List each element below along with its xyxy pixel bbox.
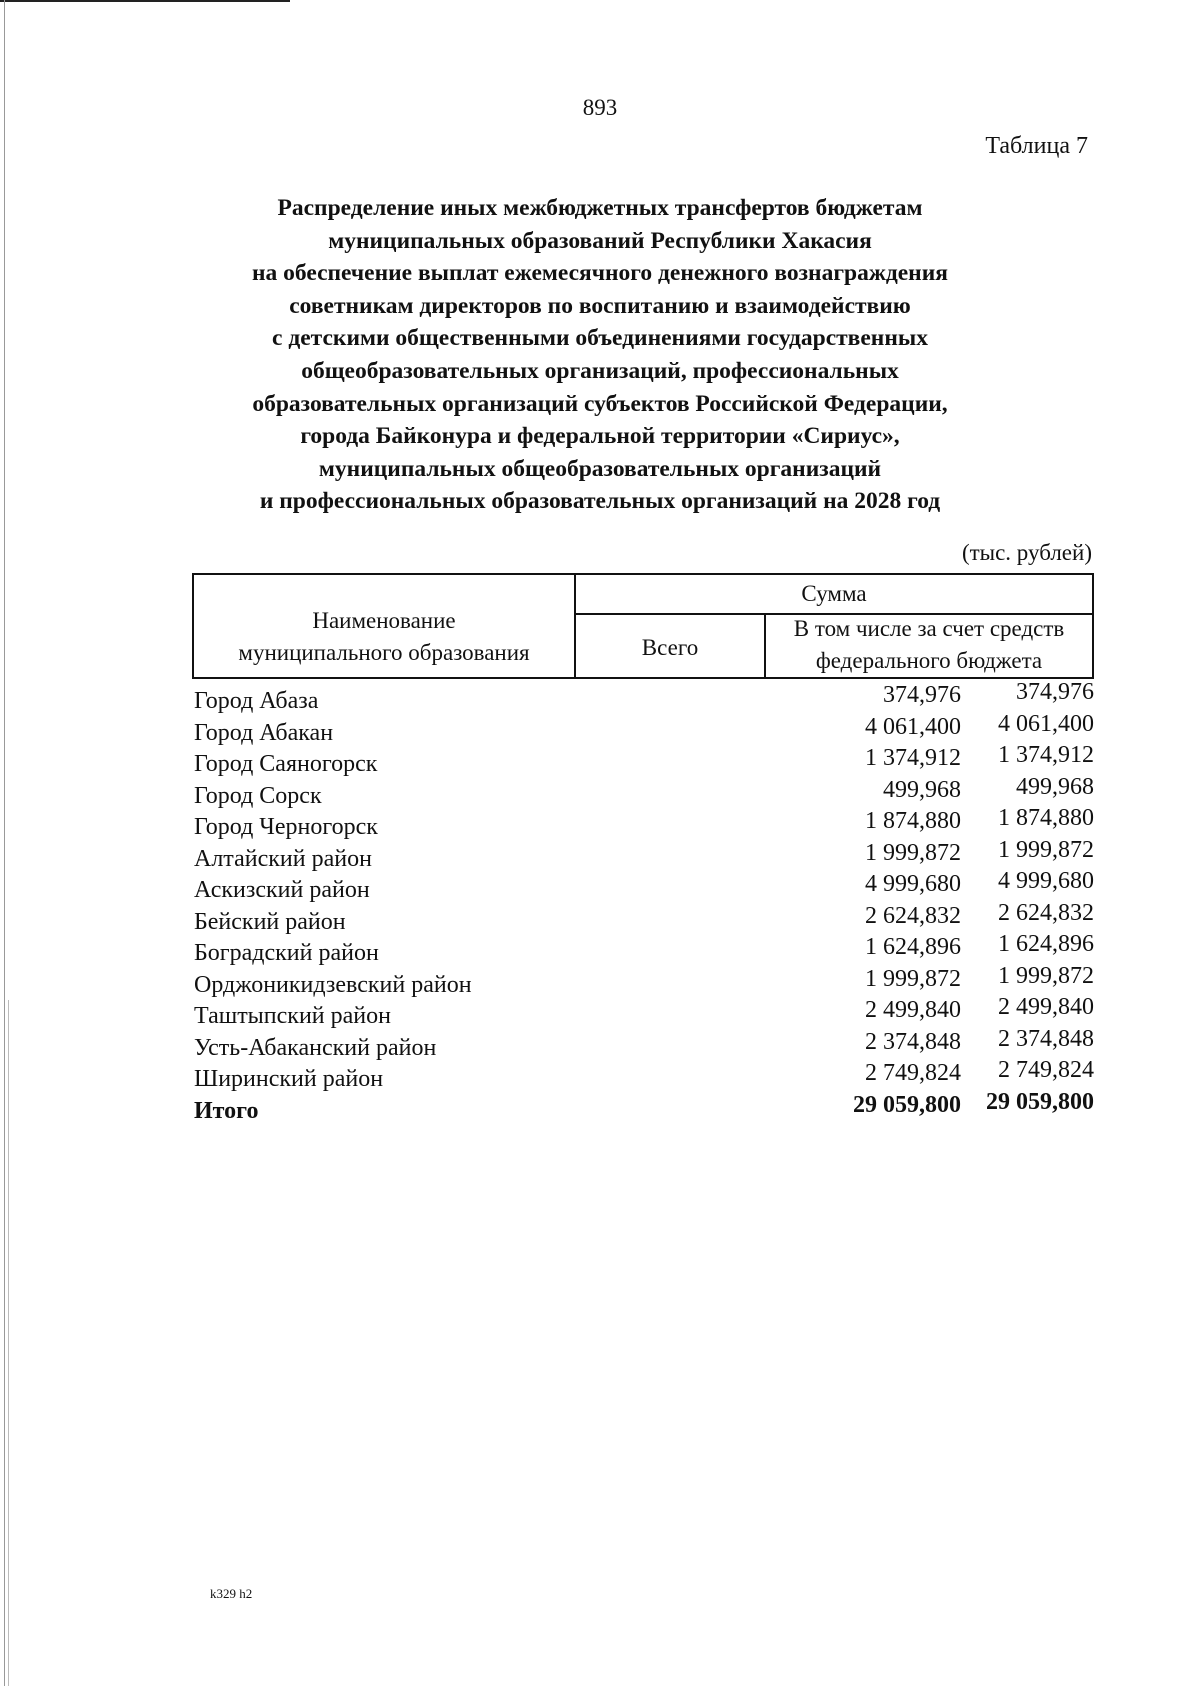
header-name-line1: Наименование — [312, 608, 456, 633]
table-body — [192, 679, 1094, 1124]
units-note: (тыс. рублей) — [961, 540, 1092, 565]
row-total: 2 624,832 — [865, 902, 961, 929]
row-name: Алтайский район — [194, 845, 372, 872]
header-federal — [766, 613, 1092, 677]
table-label: Таблица 7 — [985, 133, 1088, 159]
footer-code: k329 h2 — [210, 1586, 253, 1601]
header-name-line2: муниципального образования — [238, 640, 530, 665]
row-federal: 2 749,824 — [998, 1057, 1094, 1083]
row-total: 1 624,896 — [865, 934, 961, 960]
row-name: Ширинский район — [194, 1066, 384, 1092]
row-total: 4 061,400 — [865, 713, 961, 740]
title-line: муниципальных общеобразовательных организаций — [318, 455, 882, 482]
row-federal: 2 499,840 — [998, 994, 1094, 1020]
table-row — [192, 836, 1094, 872]
header-federal-line1: В том числе за счет средств — [793, 616, 1065, 641]
row-federal: 4 999,680 — [998, 868, 1094, 894]
table-row — [192, 1057, 1094, 1092]
title-line: советникам директоров по воспитанию и взаимодействию — [289, 292, 911, 319]
row-total: 2 499,840 — [865, 997, 961, 1023]
header-sum: Сумма — [801, 581, 867, 606]
scan-border-top — [0, 0, 290, 2]
title-line: на обеспечение выплат ежемесячного денежного вознаграждения — [252, 260, 948, 287]
row-name: Аскизский район — [194, 877, 370, 903]
row-name: Орджоникидзевский район — [194, 971, 472, 998]
table-row — [192, 994, 1094, 1029]
row-name: Город Черногорск — [194, 814, 378, 840]
row-total: 1 374,912 — [865, 745, 961, 771]
title-line: и профессиональных образовательных организаций на 2028 год — [259, 488, 941, 515]
grand-total-row — [192, 1088, 1094, 1124]
table-row — [192, 931, 1094, 966]
scan-border-left — [4, 0, 5, 1686]
page-number: 893 — [582, 95, 618, 120]
table-row — [192, 962, 1094, 998]
grand-total-value: 29 059,800 — [853, 1091, 961, 1118]
table-row — [192, 679, 1094, 714]
table-row — [192, 1025, 1094, 1061]
row-name: Бейский район — [194, 908, 346, 935]
row-name: Город Сорск — [194, 782, 322, 809]
row-total: 4 999,680 — [865, 871, 961, 897]
row-total: 2 749,824 — [865, 1060, 961, 1086]
row-federal: 1 874,880 — [998, 805, 1094, 831]
row-name: Город Абаза — [194, 688, 319, 714]
title-line: Распределение иных межбюджетных трансфертов бюджетам — [277, 195, 923, 221]
row-federal: 1 999,872 — [998, 836, 1094, 863]
table-row — [192, 868, 1094, 903]
row-total: 1 999,872 — [865, 965, 961, 992]
table-row — [192, 710, 1094, 746]
row-name: Город Саяногорск — [194, 751, 378, 777]
table-row — [192, 773, 1094, 809]
row-federal: 374,976 — [1016, 679, 1094, 705]
title-line: с детскими общественными объединениями государственных — [272, 325, 928, 352]
row-total: 374,976 — [883, 682, 961, 708]
row-name: Боградский район — [194, 940, 379, 966]
row-total: 2 374,848 — [865, 1028, 961, 1055]
title-line: образовательных организаций субъектов Российской Федерации, — [252, 390, 948, 417]
grand-total-federal: 29 059,800 — [986, 1088, 1094, 1115]
row-federal: 4 061,400 — [998, 710, 1094, 737]
row-total: 1 999,872 — [865, 839, 961, 866]
table-row — [192, 742, 1094, 777]
scan-border-left-inner — [8, 1000, 9, 1686]
table-header — [192, 573, 1094, 679]
grand-total-label: Итого — [194, 1097, 259, 1124]
row-name: Усть-Абаканский район — [194, 1034, 437, 1061]
title-line: общеобразовательных организаций, профессиональных — [301, 357, 899, 384]
row-name: Таштыпский район — [194, 1003, 391, 1029]
header-name — [194, 605, 574, 669]
row-federal: 1 999,872 — [998, 962, 1094, 989]
row-federal: 2 624,832 — [998, 899, 1094, 926]
title-line: города Байконура и федеральной территории «Сириус», — [300, 423, 900, 450]
row-name: Город Абакан — [194, 719, 334, 746]
table-row — [192, 899, 1094, 935]
row-federal: 1 374,912 — [998, 742, 1094, 768]
row-federal: 499,968 — [1016, 773, 1094, 800]
title-line: муниципальных образований Республики Хакасия — [328, 227, 872, 254]
row-federal: 2 374,848 — [998, 1025, 1094, 1052]
table-row — [192, 805, 1094, 840]
document-title — [160, 192, 1040, 518]
header-total: Всего — [641, 635, 699, 660]
row-total: 499,968 — [883, 776, 961, 803]
row-federal: 1 624,896 — [998, 931, 1094, 957]
row-total: 1 874,880 — [865, 808, 961, 834]
header-federal-line2: федерального бюджета — [815, 648, 1043, 673]
